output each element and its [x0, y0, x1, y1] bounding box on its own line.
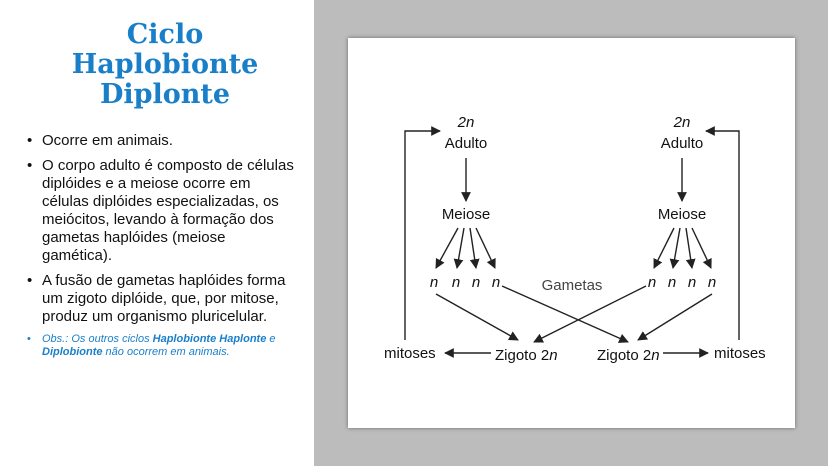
- bullet-item: • Ocorre em animais.: [27, 132, 297, 150]
- arrow-gamete-zygote-left-b: [502, 286, 628, 342]
- note-suffix: não ocorrem em animais.: [102, 346, 230, 358]
- bullet-item: • O corpo adulto é composto de células diplóides e a meiose ocorre em células diplóides especializadas, os meiócitos, levando à formação dos gametas haplóides (meiose gamética).: [27, 157, 297, 265]
- arrow-meiosis-gamete-left-3: [470, 228, 476, 268]
- gamete-n-right-3: n: [687, 274, 697, 291]
- arrow-gamete-zygote-right-b: [638, 294, 712, 340]
- note-item: [27, 333, 297, 359]
- arrow-meiosis-gamete-left-2: [457, 228, 464, 268]
- arrow-mitoses-adult-right: [706, 131, 739, 340]
- zygote-label-right: Zigoto 2n: [597, 347, 660, 364]
- note-term-2: Diplobionte: [42, 346, 103, 358]
- ploidy-label-right: 2n: [673, 114, 691, 131]
- adult-label-left: Adulto: [444, 135, 488, 152]
- arrow-meiosis-gamete-left-1: [436, 228, 458, 268]
- arrow-mitoses-adult-left: [405, 131, 440, 340]
- arrow-meiosis-gamete-right-2: [673, 228, 680, 268]
- meiosis-label-right: Meiose: [657, 206, 707, 223]
- zygote-label-left: Zigoto 2n: [495, 347, 558, 364]
- gamete-n-right-1: n: [647, 274, 657, 291]
- arrow-meiosis-gamete-left-4: [476, 228, 495, 268]
- gamete-n-left-2: n: [451, 274, 461, 291]
- note-mid: e: [266, 333, 276, 345]
- title-line-2: Haplobionte: [71, 49, 259, 80]
- diagram-svg: [348, 38, 795, 428]
- title-line-1: Ciclo: [126, 19, 204, 50]
- note-prefix: Obs.: Os outros ciclos: [42, 333, 153, 345]
- bullet-item: • A fusão de gametas haplóides forma um zigoto diplóide, que, por mitose, produz um organismo pluricelular.: [27, 272, 297, 326]
- gamete-n-left-3: n: [471, 274, 481, 291]
- gamete-n-left-1: n: [429, 274, 439, 291]
- arrow-meiosis-gamete-right-4: [692, 228, 711, 268]
- mitoses-label-left: mitoses: [384, 345, 436, 362]
- arrow-meiosis-gamete-right-3: [686, 228, 692, 268]
- adult-label-right: Adulto: [660, 135, 704, 152]
- arrow-meiosis-gamete-right-1: [654, 228, 674, 268]
- gamete-n-left-4: n: [491, 274, 501, 291]
- arrow-gamete-zygote-right-a: [534, 286, 646, 342]
- note-term-1: Haplobionte Haplonte: [152, 333, 267, 345]
- life-cycle-diagram: [348, 38, 795, 428]
- gamete-n-right-2: n: [667, 274, 677, 291]
- title-line-3: Diplonte: [99, 79, 231, 110]
- ploidy-label-left: 2n: [457, 114, 475, 131]
- bullet-list: [27, 132, 297, 366]
- meiosis-label-left: Meiose: [441, 206, 491, 223]
- text-panel: [0, 0, 314, 466]
- slide-title: [20, 20, 310, 110]
- gamete-n-right-4: n: [707, 274, 717, 291]
- gametes-label: Gametas: [541, 277, 603, 294]
- mitoses-label-right: mitoses: [714, 345, 766, 362]
- arrow-gamete-zygote-left-a: [436, 294, 518, 340]
